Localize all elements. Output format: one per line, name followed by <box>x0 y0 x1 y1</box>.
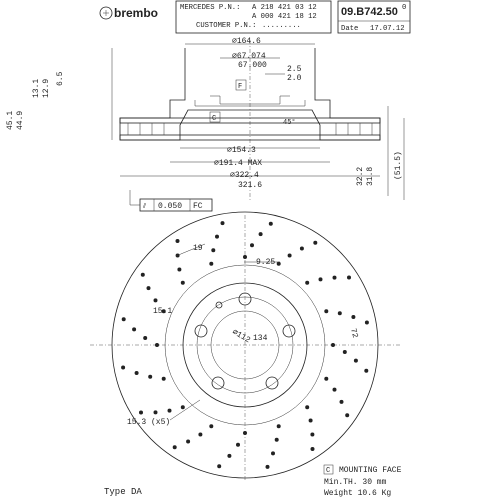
dim-13-1: 13.1 <box>32 78 41 98</box>
cross-drill-hole <box>132 327 136 331</box>
cross-drill-hole <box>181 405 185 409</box>
bolt-hole <box>212 377 224 389</box>
brand-name: brembo <box>114 6 159 20</box>
dim-164-6: ∅164.6 <box>232 37 261 46</box>
cross-drill-hole <box>141 273 145 277</box>
bolt-hole <box>195 325 207 337</box>
cross-drill-hole <box>162 377 166 381</box>
cross-drill-hole <box>354 359 358 363</box>
cross-drill-hole <box>324 377 328 381</box>
tolerance-leader <box>130 190 140 205</box>
angle-45: 45° <box>283 119 296 127</box>
cross-drill-hole <box>148 375 152 379</box>
header-block <box>100 1 410 33</box>
cross-drill-hole <box>340 400 344 404</box>
cross-drill-hole <box>351 315 355 319</box>
cross-drill-hole <box>139 411 143 415</box>
cross-drill-hole <box>227 454 231 458</box>
weight: Weight 10.6 Kg <box>324 489 392 498</box>
tolerance-value: 0.050 <box>158 202 183 211</box>
datum-c-label: C <box>212 115 217 123</box>
cross-drill-hole <box>288 254 292 258</box>
dim-322-4: ∅322.4 <box>230 171 259 180</box>
parallelism-icon: ⫽ <box>143 203 147 211</box>
cross-drill-hole <box>221 221 225 225</box>
cross-drill-hole <box>277 262 281 266</box>
dim-44-9: 44.9 <box>16 110 25 130</box>
cross-drill-hole <box>277 424 281 428</box>
cross-drill-hole <box>333 276 337 280</box>
cross-drill-hole <box>311 447 315 451</box>
dim-67-074: ∅67.074 <box>232 52 266 61</box>
cross-drill-hole <box>259 232 263 236</box>
min-thickness: Min.TH. 30 mm <box>324 478 387 487</box>
cross-drill-hole <box>345 413 349 417</box>
cross-drill-hole <box>364 369 368 373</box>
dim-9-25: 9.25 <box>256 258 276 267</box>
dim-12-9: 12.9 <box>42 78 51 98</box>
cross-drill-hole <box>305 281 309 285</box>
date-value: 17.07.12 <box>370 25 405 33</box>
cross-drill-hole <box>155 343 159 347</box>
brembo-logo-mark <box>103 10 109 16</box>
cross-drill-hole <box>209 262 213 266</box>
customer-label: CUSTOMER P.N.: <box>196 22 257 30</box>
dim-67-000: 67.000 <box>238 61 267 70</box>
cross-drill-hole <box>266 465 270 469</box>
cross-drill-hole <box>313 241 317 245</box>
customer-value: ......... <box>262 22 301 30</box>
cross-drill-hole <box>310 433 314 437</box>
oem-label: MERCEDES P.N.: <box>180 4 241 12</box>
type-label: Type DA <box>104 487 142 497</box>
dim-112: ∅112 <box>230 327 252 346</box>
bolt-hole <box>266 377 278 389</box>
cross-drill-hole <box>275 438 279 442</box>
dim-2-5: 2.5 <box>287 65 302 74</box>
cross-drill-hole <box>243 431 247 435</box>
cross-drill-hole <box>305 405 309 409</box>
dim-321-6: 321.6 <box>238 181 263 190</box>
cross-drill-hole <box>177 268 181 272</box>
cross-drill-hole <box>300 247 304 251</box>
cross-drill-hole <box>135 371 139 375</box>
cross-drill-hole <box>271 451 275 455</box>
cross-section-view <box>6 37 404 200</box>
tolerance-frame <box>130 190 212 211</box>
mounting-key: C <box>326 467 331 475</box>
dim-191-4: ∅191.4 MAX <box>214 159 263 168</box>
dim-134: 134 <box>253 334 268 343</box>
cross-drill-hole <box>309 419 313 423</box>
cross-drill-hole <box>121 366 125 370</box>
datum-f-label: F <box>238 83 243 91</box>
cross-drill-hole <box>198 433 202 437</box>
mounting-face-label: MOUNTING FACE <box>339 466 402 475</box>
dim-31-8: 31.8 <box>366 166 375 186</box>
face-view <box>90 212 400 480</box>
dim-32-2: 32.2 <box>356 166 365 186</box>
oem-number-2: A 000 421 18 12 <box>252 13 317 21</box>
part-code: 09.B742.50 <box>341 6 398 18</box>
cross-drill-hole <box>215 235 219 239</box>
dim-19: 19 <box>193 244 203 253</box>
cross-drill-hole <box>347 276 351 280</box>
cross-drill-hole <box>217 464 221 468</box>
tolerance-datum: FC <box>193 202 203 211</box>
cross-drill-hole <box>143 336 147 340</box>
cross-drill-hole <box>365 321 369 325</box>
dim-72: 72 <box>348 327 360 340</box>
cross-drill-hole <box>236 443 240 447</box>
cross-drill-hole <box>122 317 126 321</box>
bolt-hole-spec: 15.3 (x5) <box>127 418 171 427</box>
cross-drill-hole <box>154 410 158 414</box>
cross-drill-hole <box>181 281 185 285</box>
cross-drill-hole <box>333 388 337 392</box>
cross-drill-hole <box>147 286 151 290</box>
dim-51-5: (51.5) <box>394 151 403 180</box>
cross-drill-hole <box>319 277 323 281</box>
dim-154-3: ∅154.3 <box>227 146 256 155</box>
cross-drill-hole <box>343 350 347 354</box>
dim-2-0: 2.0 <box>287 74 302 83</box>
cross-drill-hole <box>209 424 213 428</box>
cross-drill-hole <box>269 222 273 226</box>
cross-drill-hole <box>154 298 158 302</box>
dim-6-5: 6.5 <box>56 71 65 86</box>
cross-drill-hole <box>338 311 342 315</box>
cross-drill-hole <box>243 255 247 259</box>
cross-drill-hole <box>324 309 328 313</box>
cross-drill-hole <box>331 343 335 347</box>
locating-hole <box>216 302 222 308</box>
bolt-hole <box>283 325 295 337</box>
cross-drill-hole <box>168 409 172 413</box>
cross-drill-hole <box>250 243 254 247</box>
revision-mark: 0 <box>402 4 407 12</box>
cross-drill-hole <box>211 248 215 252</box>
cross-drill-hole <box>173 445 177 449</box>
date-label: Date <box>341 25 359 33</box>
leader-holes <box>170 400 200 420</box>
cross-drill-hole <box>176 239 180 243</box>
dim-45-1: 45.1 <box>6 110 15 130</box>
notes-block <box>104 465 402 498</box>
dim-15-1: 15.1 <box>153 307 173 316</box>
oem-number-1: A 218 421 03 12 <box>252 4 317 12</box>
cross-drill-hole <box>186 440 190 444</box>
